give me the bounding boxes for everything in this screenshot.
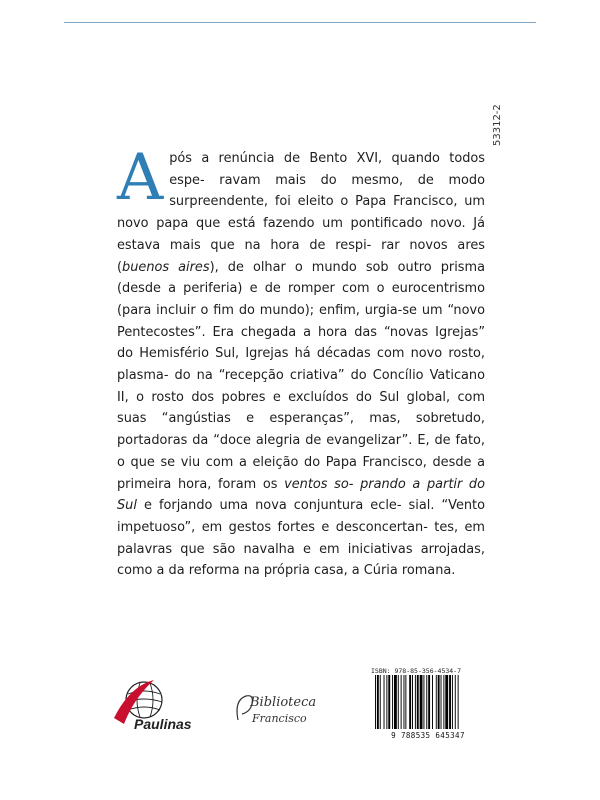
catalog-code: 53312-2 <box>492 104 503 146</box>
barcode-bar <box>438 675 440 729</box>
biblioteca-francisco-logo <box>232 690 342 730</box>
barcode-bar <box>452 675 453 729</box>
back-cover-text <box>117 141 485 582</box>
biblioteca-logo-graphic <box>232 690 342 730</box>
paulinas-wordmark: Paulinas <box>134 716 192 732</box>
paulinas-logo-graphic <box>110 678 228 734</box>
barcode-bar <box>441 675 442 729</box>
barcode-bar <box>436 675 437 729</box>
barcode-bar <box>423 675 424 729</box>
barcode-bar <box>380 675 381 729</box>
drop-cap: A <box>117 141 164 215</box>
barcode-bar <box>417 675 419 729</box>
barcode-bar <box>404 675 405 729</box>
barcode-bar <box>409 675 411 729</box>
barcode-bar <box>401 675 402 729</box>
barcode-bars <box>369 675 487 739</box>
paulinas-logo <box>110 678 228 734</box>
text-part-2: ), de olhar o mundo sob outro prisma (desde a periferia) e de romper com o eurocentrismo (para incluir o fim do mundo); enfim, urgia-se um “novo Pentecostes”. Era chegada a hora das “novas Igrejas” do Hemisfério Sul, Igrejas há décadas com novo rosto, plasma- do na “recepção criativa” do Concílio Vaticano II, o rosto dos pobres e excluídos do Sul global, com suas “angústias e esperanças”, mas, sobretudo, portadoras da “doce alegria de evangelizar”. E, de fato, o que se viu com a eleição do Papa Francisco, desde a primeira hora, foram os <box>117 259 485 492</box>
barcode-bar <box>420 675 423 729</box>
francisco-wordmark: Francisco <box>252 712 307 725</box>
barcode-bar <box>432 675 433 729</box>
barcode-bar <box>398 675 399 729</box>
paragraph <box>117 141 485 582</box>
barcode-bar <box>377 675 379 729</box>
barcode-bar <box>455 675 456 729</box>
top-rule <box>64 22 536 23</box>
barcode-bar <box>375 675 376 729</box>
isbn-label: ISBN: 978-85-356-4534-7 <box>371 667 462 675</box>
barcode-bar <box>449 675 451 729</box>
barcode-bar <box>415 675 416 729</box>
barcode-digits: 9 788535 645347 <box>391 731 465 740</box>
biblioteca-wordmark: Biblioteca <box>250 695 317 710</box>
barcode-bar <box>445 675 448 729</box>
text-part-3: e forjando uma nova conjuntura ecle- sial. “Vento impetuoso”, em gestos fortes e desconcertan- tes, em palavras que são navalha e em iniciativas arrojadas, como a da reforma na própria casa, a Cúria romana. <box>117 498 485 579</box>
barcode-bar <box>426 675 427 729</box>
barcode-bar <box>392 675 393 729</box>
barcode-bar <box>428 675 430 729</box>
barcode-bar <box>443 675 444 729</box>
barcode-bar <box>394 675 397 729</box>
text-italic-1: buenos aires <box>122 259 210 275</box>
text-italic-2: ventos so- prando a partir do Sul <box>117 476 485 514</box>
catalog-code-vertical <box>492 84 506 146</box>
barcode-bar <box>405 675 406 729</box>
text-part-1: pós a renúncia de Bento XVI, quando todos espe- ravam mais do mesmo, de modo surpreendente, foi eleito o Papa Francisco, um novo papa que está fazendo um pontificado novo. Já estava mais que na hora de respi- rar novos ares ( <box>117 151 485 275</box>
barcode-bar <box>386 675 387 729</box>
barcode <box>369 667 487 741</box>
barcode-bar <box>384 675 385 729</box>
barcode-bar <box>388 675 390 729</box>
barcode-bar <box>458 675 459 729</box>
barcode-bar <box>412 675 413 729</box>
